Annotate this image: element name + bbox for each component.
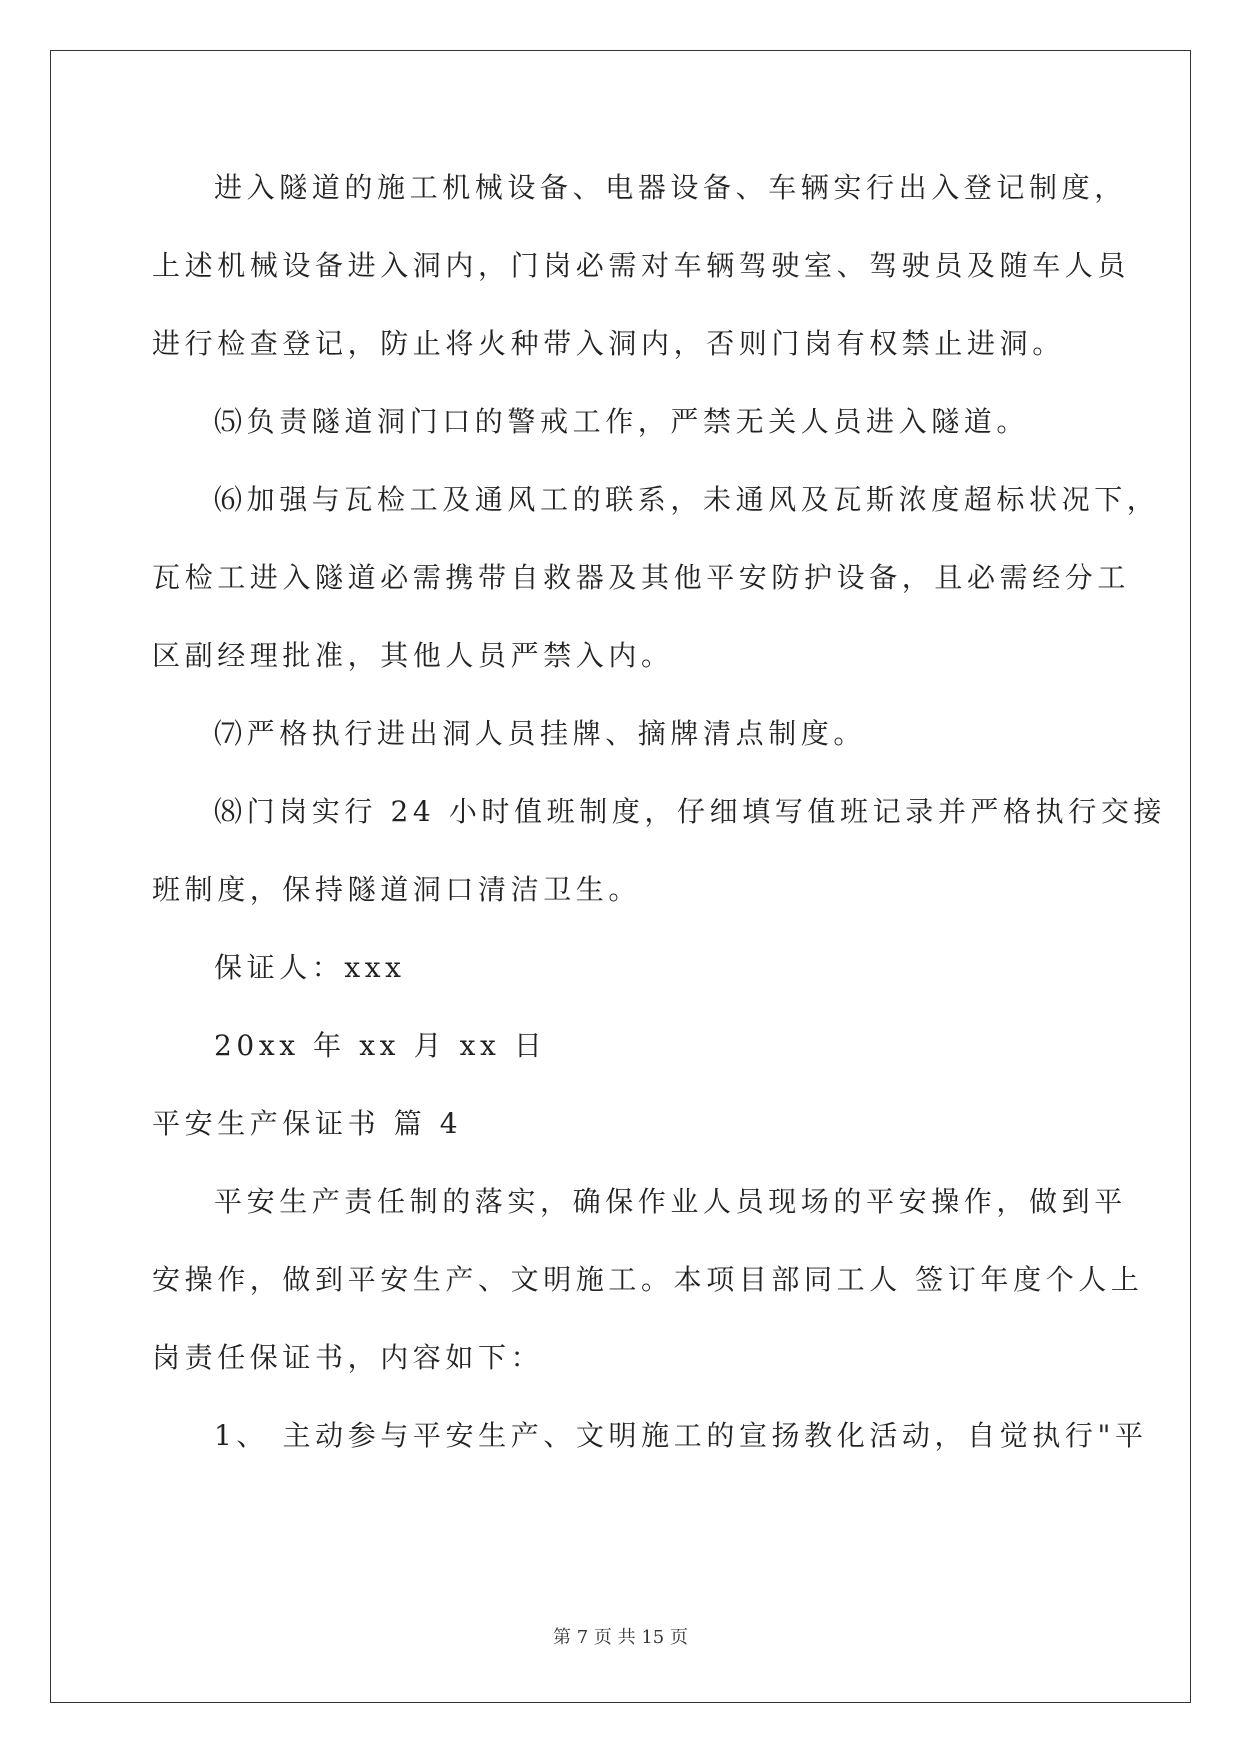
paragraph-line: 班制度，保持隧道洞口清洁卫生。 (152, 873, 642, 906)
section-heading: 平安生产保证书 篇 4 (152, 1107, 463, 1140)
paragraph-line: 平安生产责任制的落实，确保作业人员现场的平安操作，做到平 (214, 1185, 1127, 1218)
paragraph-line: 岗责任保证书，内容如下： (152, 1341, 544, 1374)
paragraph-line: ⑹加强与瓦检工及通风工的联系，未通风及瓦斯浓度超标状况下， (214, 483, 1160, 516)
paragraph-line: 进入隧道的施工机械设备、电器设备、车辆实行出入登记制度， (214, 171, 1127, 204)
paragraph-line: 1、 主动参与平安生产、文明施工的宣扬教化活动，自觉执行"平 (214, 1419, 1148, 1452)
paragraph-line: ⑸负责隧道洞门口的警戒工作，严禁无关人员进入隧道。 (214, 405, 1030, 438)
paragraph-line: 进行检查登记，防止将火种带入洞内，否则门岗有权禁止进洞。 (152, 327, 1065, 360)
page-number-footer: 第 7 页 共 15 页 (553, 1627, 688, 1648)
paragraph-line: 区副经理批准，其他人员严禁入内。 (152, 639, 674, 672)
paragraph-line: 安操作，做到平安生产、文明施工。本项目部同工人 签订年度个人上 (152, 1263, 1144, 1296)
paragraph-line: 上述机械设备进入洞内，门岗必需对车辆驾驶室、驾驶员及随车人员 (152, 249, 1131, 282)
paragraph-line: ⑻门岗实行 24 小时值班制度，仔细填写值班记录并严格执行交接 (214, 795, 1167, 828)
paragraph-line: 瓦检工进入隧道必需携带自救器及其他平安防护设备，且必需经分工 (152, 561, 1131, 594)
paragraph-line: ⑺严格执行进出洞人员挂牌、摘牌清点制度。 (214, 717, 867, 750)
signature-date: 20xx 年 xx 月 xx 日 (214, 1029, 547, 1062)
signature-guarantor: 保证人：xxx (214, 951, 406, 984)
